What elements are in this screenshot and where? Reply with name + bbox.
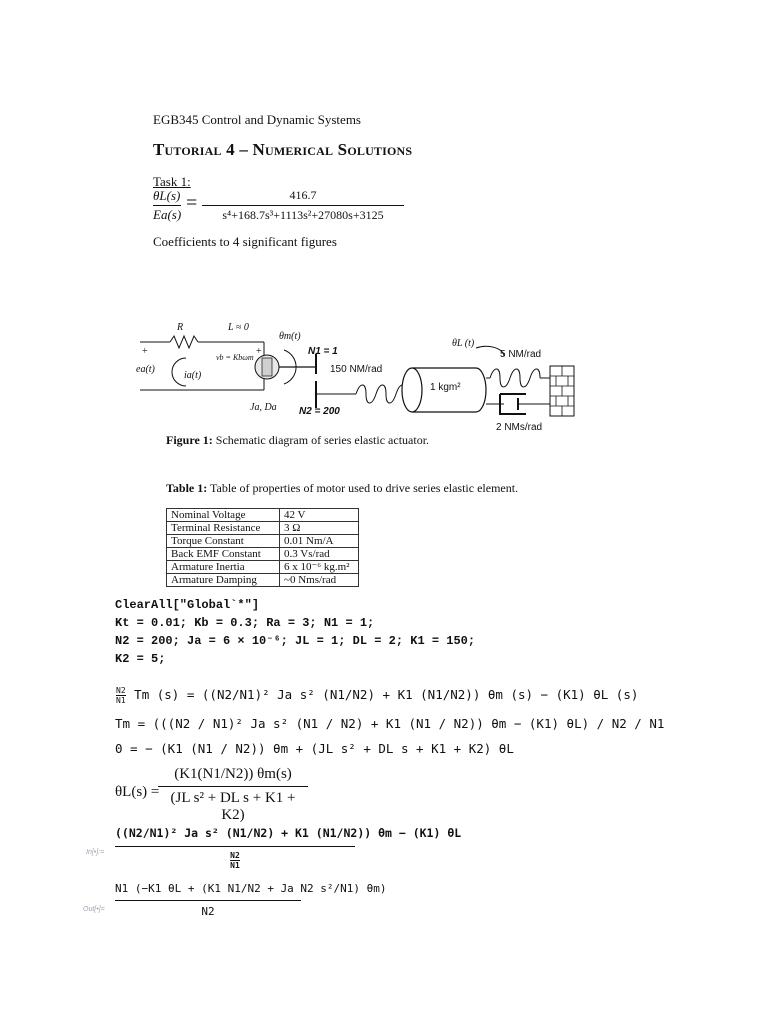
schematic-diagram — [136, 318, 606, 430]
label-ia: ia(t) — [184, 370, 202, 381]
label-vb: vb = Kbωm — [216, 353, 254, 362]
table-cell-key: Back EMF Constant — [167, 548, 280, 561]
label-plus-motor: + — [256, 346, 262, 357]
load-cylinder-face — [402, 368, 422, 412]
rhs-numerator: 416.7 — [289, 188, 317, 202]
in-den-n2: N2 — [230, 851, 240, 860]
equation-4-denominator: (JL s² + DL s + K1 + K2) — [170, 790, 296, 823]
table-cell-value: 3 Ω — [280, 522, 359, 535]
equation-4-bar — [158, 786, 308, 787]
label-ea: ea(t) — [136, 364, 155, 375]
table-cell-key: Terminal Resistance — [167, 522, 280, 535]
table-cell-value: 0.01 Nm/A — [280, 535, 359, 548]
label-damping: 2 NMs/rad — [496, 422, 543, 430]
equation-2[interactable]: Tm = (((N2 / N1)² Ja s² (N1 / N2) + K1 (N1 / N2)) θm − (K1) θL) / N2 / N1 — [115, 716, 665, 731]
table-row — [167, 522, 359, 535]
in-cell-expression[interactable] — [115, 826, 462, 871]
equals-sign: = — [186, 192, 198, 214]
label-k2: 5 NM/rad — [500, 349, 542, 360]
table-cell-value: 6 x 10⁻⁶ kg.m² — [280, 561, 359, 574]
code-line-1[interactable]: ClearAll["Global`*"] — [115, 598, 260, 612]
task-label: Task 1: — [153, 174, 191, 189]
code-line-2[interactable]: Kt = 0.01; Kb = 0.3; Ra = 3; N1 = 1; — [115, 616, 375, 630]
label-N1: N1 = 1 — [308, 346, 338, 357]
table-cell-key: Armature Inertia — [167, 561, 280, 574]
table-cell-key: Nominal Voltage — [167, 509, 280, 522]
in-cell-numerator: ((N2/N1)² Ja s² (N1/N2) + K1 (N1/N2)) θm − (K1) θL — [115, 826, 462, 840]
course-title: EGB345 Control and Dynamic Systems — [153, 112, 361, 127]
equation-4-lhs: θL(s) = — [115, 784, 160, 800]
in-cell-label: In[•]:= — [86, 849, 105, 856]
code-line-4[interactable]: K2 = 5; — [115, 652, 166, 666]
table-cell-value: 42 V — [280, 509, 359, 522]
table-row — [167, 574, 359, 587]
coefficients-note: Coefficients to 4 significant figures — [153, 234, 337, 249]
out-cell-label: Out[•]= — [83, 906, 105, 913]
in-den-n1: N1 — [230, 861, 240, 870]
tutorial-title: Tutorial 4 – Numerical Solutions — [153, 140, 413, 159]
label-inertia: 1 kgm² — [430, 382, 461, 393]
table-caption-text: Table of properties of motor used to drive series elastic element. — [207, 481, 519, 495]
label-theta-L: θL (t) — [452, 338, 475, 349]
spring-k1 — [356, 385, 406, 403]
out-cell-bar — [115, 900, 301, 901]
transfer-fn-lhs — [153, 188, 181, 223]
out-cell-denominator: N2 — [201, 905, 215, 918]
spring-k2 — [490, 369, 540, 387]
table-caption — [166, 481, 518, 496]
figure-caption-text: Schematic diagram of series elastic actuator. — [212, 433, 430, 447]
label-R: R — [177, 322, 184, 333]
equation-3[interactable]: 0 = − (K1 (N1 / N2)) θm + (JL s² + DL s + K1 + K2) θL — [115, 741, 514, 756]
table-cell-value: 0.3 Vs/rad — [280, 548, 359, 561]
label-theta-m: θm(t) — [279, 331, 301, 342]
table-row — [167, 548, 359, 561]
lhs-fraction-bar — [153, 205, 181, 206]
out-cell-numerator: N1 (−K1 θL + (K1 N1/N2 + Ja N2 s²/N1) θm) — [115, 882, 387, 895]
table-caption-label: Table 1: — [166, 481, 208, 495]
table-row — [167, 561, 359, 574]
equation-4-numerator: (K1(N1/N2)) θm(s) — [174, 766, 292, 782]
figure-caption-label: Figure 1: — [166, 433, 213, 447]
equation-1-rhs: Tm (s) = ((N2/N1)² Ja s² (N1/N2) + K1 (N1/N2)) θm (s) − (K1) θL (s) — [126, 687, 639, 702]
in-cell-denominator — [230, 851, 240, 870]
figure-caption — [166, 433, 429, 448]
in-cell-bar — [115, 846, 355, 847]
code-line-3[interactable]: N2 = 200; Ja = 6 × 10⁻⁶; JL = 1; DL = 2; K1 = 150; — [115, 634, 476, 648]
label-plus-source: + — [142, 346, 148, 357]
brick-wall — [550, 366, 574, 416]
table-cell-key: Armature Damping — [167, 574, 280, 587]
table-row — [167, 535, 359, 548]
label-N2: N2 = 200 — [299, 406, 340, 417]
rhs-fraction-bar — [202, 205, 404, 206]
table-cell-key: Torque Constant — [167, 535, 280, 548]
label-Ja-Da: Ja, Da — [250, 402, 277, 413]
resistor-symbol — [170, 336, 198, 348]
table-cell-value: ~0 Nms/rad — [280, 574, 359, 587]
table-row — [167, 509, 359, 522]
lhs-numerator: θL(s) — [153, 188, 181, 203]
ratio-n2-n1: $\frac{N2}{N1}$ — [116, 686, 126, 705]
motor-properties-table — [166, 508, 359, 587]
out-cell-expression[interactable] — [115, 882, 387, 918]
motor-armature — [262, 358, 272, 376]
label-k1: 150 NM/rad — [330, 364, 383, 375]
transfer-fn-rhs — [202, 188, 404, 223]
equation-4-fraction[interactable] — [158, 766, 308, 824]
lhs-denominator: Ea(s) — [153, 207, 182, 222]
rhs-denominator: s⁴+168.7s³+1113s²+27080s+3125 — [222, 208, 384, 222]
equation-1[interactable] — [115, 686, 638, 705]
label-L: L ≈ 0 — [228, 322, 249, 333]
